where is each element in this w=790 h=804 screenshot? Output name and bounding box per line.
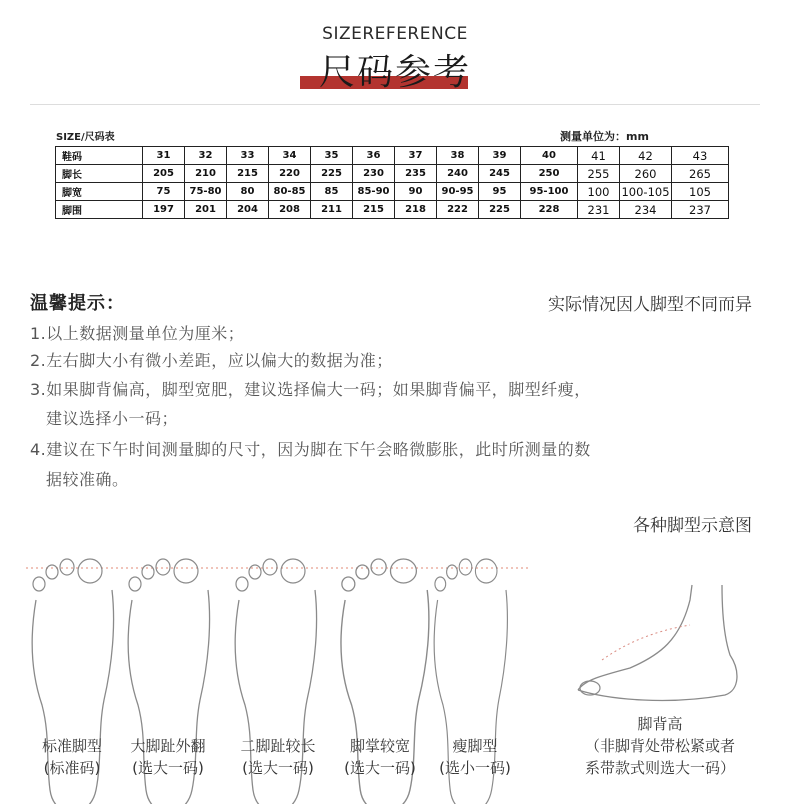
table-cell: 197 (143, 201, 185, 219)
table-cell: 80-85 (269, 183, 311, 201)
foot-label-long-second-toe: 二脚趾较长 (选大一码) (240, 737, 316, 777)
table-cell: 208 (269, 201, 311, 219)
foot-label-slim: 瘦脚型 (选小一码) (439, 737, 511, 777)
row-label: 脚长 (56, 165, 143, 183)
table-cell: 215 (353, 201, 395, 219)
table-cell: 37 (395, 147, 437, 165)
table-cell: 40 (521, 147, 578, 165)
table-cell: 210 (185, 165, 227, 183)
table-cell: 43 (672, 147, 729, 165)
table-cell: 38 (437, 147, 479, 165)
table-cell: 35 (311, 147, 353, 165)
table-cell: 105 (672, 183, 729, 201)
table-cell: 95 (479, 183, 521, 201)
table-cell: 80 (227, 183, 269, 201)
foot-label-wide: 脚掌较宽 (选大一码) (344, 737, 416, 777)
table-cell: 235 (395, 165, 437, 183)
table-cell: 230 (353, 165, 395, 183)
table-cell: 75 (143, 183, 185, 201)
tip-line-1: 1.以上数据测量单位为厘米； (30, 324, 245, 343)
table-cell: 36 (353, 147, 395, 165)
row-label: 脚宽 (56, 183, 143, 201)
row-label: 脚围 (56, 201, 143, 219)
foot-label-bunion: 大脚趾外翻 (选大一码) (130, 737, 206, 777)
table-cell: 225 (311, 165, 353, 183)
table-cell: 228 (521, 201, 578, 219)
table-cell: 240 (437, 165, 479, 183)
tips-title: 温馨提示： (30, 293, 125, 314)
page-title: 尺码参考 (318, 52, 471, 93)
foot-high-instep-icon (578, 585, 737, 700)
table-cell: 265 (672, 165, 729, 183)
table-cell: 231 (578, 201, 620, 219)
table-cell: 218 (395, 201, 437, 219)
table-cell: 250 (521, 165, 578, 183)
table-cell: 75-80 (185, 183, 227, 201)
table-cell: 201 (185, 201, 227, 219)
table-cell: 222 (437, 201, 479, 219)
table-cell: 245 (479, 165, 521, 183)
tip-line-3b: 建议选择小一码； (46, 409, 179, 428)
row-label: 鞋码 (56, 147, 143, 165)
tips-note: 实际情况因人脚型不同而异 (548, 295, 752, 315)
table-cell: 90-95 (437, 183, 479, 201)
foot-label-high-instep: 脚背高 （非脚背处带松紧或者 系带款式则选大一码） (584, 715, 735, 777)
diagram-title: 各种脚型示意图 (633, 516, 752, 536)
table-cell: 85 (311, 183, 353, 201)
table-cell: 237 (672, 201, 729, 219)
table-cell: 33 (227, 147, 269, 165)
header-subtitle: SIZEREFERENCE (322, 24, 468, 44)
table-cell: 100-105 (621, 184, 670, 199)
table-cell: 204 (227, 201, 269, 219)
table-cell: 85-90 (353, 183, 395, 201)
table-cell: 42 (620, 147, 672, 165)
table-cell: 220 (269, 165, 311, 183)
table-cell: 211 (311, 201, 353, 219)
table-cell: 234 (620, 201, 672, 219)
foot-label-standard: 标准脚型 (标准码) (41, 737, 102, 777)
table-cell: 95-100 (521, 183, 578, 201)
table-cell: 225 (479, 201, 521, 219)
tip-line-3a: 3.如果脚背偏高，脚型宽肥，建议选择偏大一码；如果脚背偏平，脚型纤瘦， (30, 380, 591, 399)
table-cell: 100 (578, 183, 620, 201)
table-cell: 34 (269, 147, 311, 165)
tip-line-4b: 据较准确。 (46, 470, 129, 489)
tip-line-2: 2.左右脚大小有微小差距，应以偏大的数据为准； (30, 351, 393, 370)
table-cell: 255 (578, 165, 620, 183)
table-cell: 215 (227, 165, 269, 183)
table-cell: 31 (143, 147, 185, 165)
tip-line-4a: 4.建议在下午时间测量脚的尺寸，因为脚在下午会略微膨胀，此时所测量的数 (30, 440, 591, 459)
table-caption: SIZE/尺码表 (56, 132, 115, 143)
table-cell: 32 (185, 147, 227, 165)
table-cell: 41 (578, 147, 620, 165)
table-unit: 测量单位为：mm (560, 130, 649, 143)
table-cell: 260 (620, 165, 672, 183)
table-cell: 90 (395, 183, 437, 201)
table-cell: 39 (479, 147, 521, 165)
table-cell: 205 (143, 165, 185, 183)
